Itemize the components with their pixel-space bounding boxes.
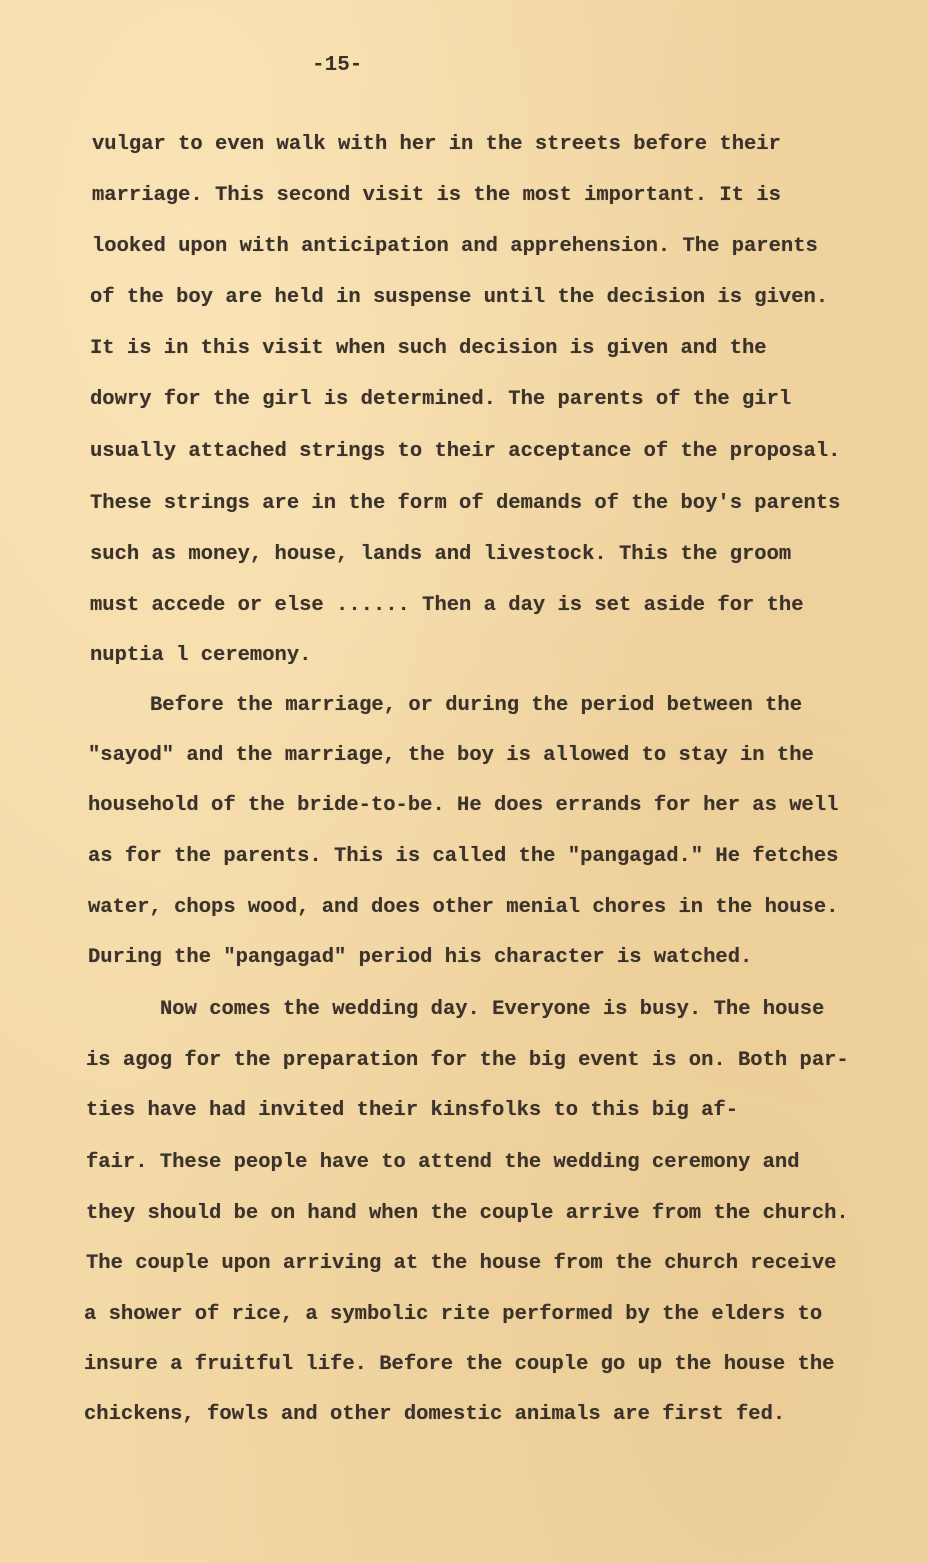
text-line: "sayod" and the marriage, the boy is allowed to stay in the (88, 744, 814, 767)
text-line: These strings are in the form of demands of the boy's parents (90, 492, 841, 515)
text-line: Before the marriage, or during the period between the (150, 694, 803, 717)
text-line: insure a fruitful life. Before the couple go up the house the (84, 1353, 835, 1376)
text-line: nuptia l ceremony. (90, 644, 312, 667)
text-line: such as money, house, lands and livestock. This the groom (90, 543, 792, 566)
text-line: household of the bride-to-be. He does errands for her as well (88, 794, 839, 817)
text-line: looked upon with anticipation and apprehension. The parents (92, 235, 818, 258)
text-line: is agog for the preparation for the big event is on. Both par- (86, 1049, 849, 1072)
text-line: marriage. This second visit is the most important. It is (92, 184, 781, 207)
text-line: usually attached strings to their acceptance of the proposal. (90, 440, 841, 463)
text-line: It is in this visit when such decision is given and the (90, 337, 767, 360)
text-line: they should be on hand when the couple arrive from the church. (86, 1202, 849, 1225)
text-line: vulgar to even walk with her in the streets before their (92, 133, 781, 156)
text-line: Now comes the wedding day. Everyone is busy. The house (160, 998, 825, 1021)
text-line: water, chops wood, and does other menial chores in the house. (88, 896, 839, 919)
text-line: During the "pangagad" period his character is watched. (88, 946, 753, 969)
text-line: ties have had invited their kinsfolks to this big af- (86, 1099, 739, 1122)
text-line: as for the parents. This is called the "pangagad." He fetches (88, 845, 839, 868)
text-line: of the boy are held in suspense until the decision is given. (90, 286, 829, 309)
page-number: -15- (312, 54, 363, 77)
text-line: a shower of rice, a symbolic rite performed by the elders to (84, 1303, 823, 1326)
text-line: dowry for the girl is determined. The parents of the girl (90, 388, 792, 411)
text-line: fair. These people have to attend the wedding ceremony and (86, 1151, 800, 1174)
text-line: The couple upon arriving at the house from the church receive (86, 1252, 837, 1275)
text-line: chickens, fowls and other domestic animals are first fed. (84, 1403, 786, 1426)
text-line: must accede or else ...... Then a day is set aside for the (90, 594, 804, 617)
